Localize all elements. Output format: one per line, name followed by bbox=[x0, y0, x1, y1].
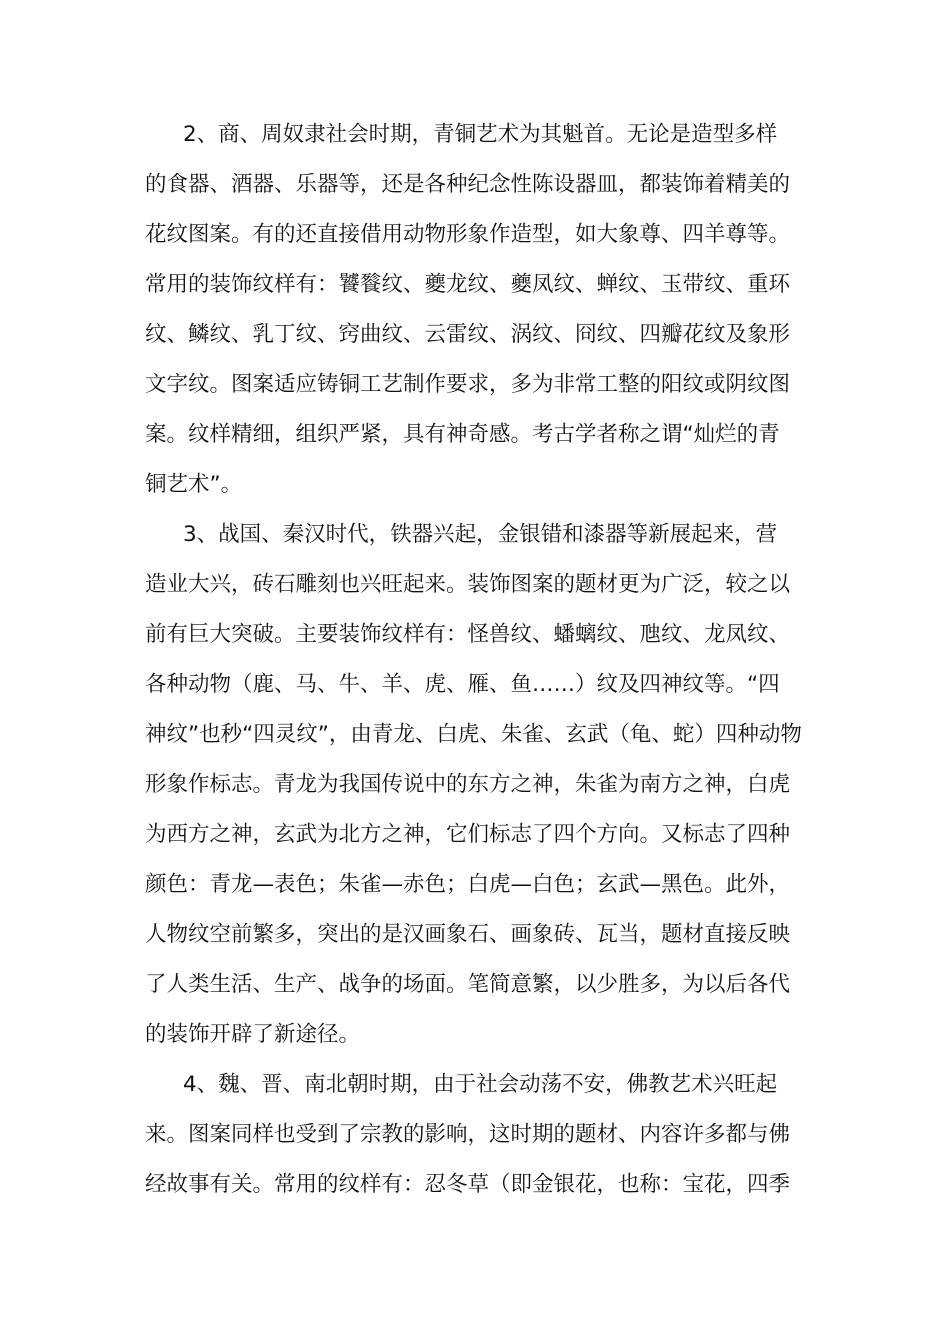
paragraph-line: 3、战国、秦汉时代，铁器兴起，金银错和漆器等新展起来，营 bbox=[183, 522, 778, 547]
paragraph-line: 经故事有关。常用的纹样有：忍冬草（即金银花，也称：宝花，四季 bbox=[145, 1172, 791, 1197]
paragraph-line: 形象作标志。青龙为我国传说中的东方之神，朱雀为南方之神，白虎 bbox=[145, 772, 791, 797]
paragraph-line: 了人类生活、生产、战争的场面。笔简意繁，以少胜多，为以后各代 bbox=[145, 972, 791, 997]
paragraph-line: 2、商、周奴隶社会时期，青铜艺术为其魁首。无论是造型多样 bbox=[183, 122, 778, 147]
paragraph-line: 前有巨大突破。主要装饰纹样有：怪兽纹、蟠螭纹、虺纹、龙凤纹、 bbox=[145, 622, 791, 647]
paragraph-line: 来。图案同样也受到了宗教的影响，这时期的题材、内容许多都与佛 bbox=[145, 1122, 791, 1147]
paragraph-line: 花纹图案。有的还直接借用动物形象作造型，如大象尊、四羊尊等。 bbox=[145, 222, 791, 247]
paragraph-line: 神纹”也秒“四灵纹”，由青龙、白虎、朱雀、玄武（龟、蛇）四种动物 bbox=[145, 722, 802, 747]
paragraph-line: 各种动物（鹿、马、牛、羊、虎、雁、鱼……）纹及四神纹等。“四 bbox=[145, 672, 780, 697]
paragraph-line: 纹、鳞纹、乳丁纹、窍曲纹、云雷纹、涡纹、冏纹、四瓣花纹及象形 bbox=[145, 322, 791, 347]
paragraph-line: 人物纹空前繁多，突出的是汉画象石、画象砖、瓦当，题材直接反映 bbox=[145, 922, 791, 947]
paragraph-line: 为西方之神，玄武为北方之神，它们标志了四个方向。又标志了四种 bbox=[145, 822, 791, 847]
paragraph-line: 的食器、酒器、乐器等，还是各种纪念性陈设器皿，都装饰着精美的 bbox=[145, 172, 791, 197]
paragraph-line: 文字纹。图案适应铸铜工艺制作要求，多为非常工整的阳纹或阴纹图 bbox=[145, 372, 791, 397]
paragraph-line: 铜艺术”。 bbox=[145, 472, 243, 497]
paragraph-line: 造业大兴，砖石雕刻也兴旺起来。装饰图案的题材更为广泛，较之以 bbox=[145, 572, 791, 597]
paragraph-line: 常用的装饰纹样有：饕餮纹、夔龙纹、夔凤纹、蝉纹、玉带纹、重环 bbox=[145, 272, 791, 297]
paragraph-line: 4、魏、晋、南北朝时期，由于社会动荡不安，佛教艺术兴旺起 bbox=[183, 1072, 778, 1097]
paragraph-line: 案。纹样精细，组织严紧，具有神奇感。考古学者称之谓“灿烂的青 bbox=[145, 422, 780, 447]
paragraph-line: 颜色：青龙—表色；朱雀—赤色；白虎—白色；玄武—黑色。此外， bbox=[145, 872, 791, 897]
paragraph-line: 的装饰开辟了新途径。 bbox=[145, 1022, 361, 1047]
